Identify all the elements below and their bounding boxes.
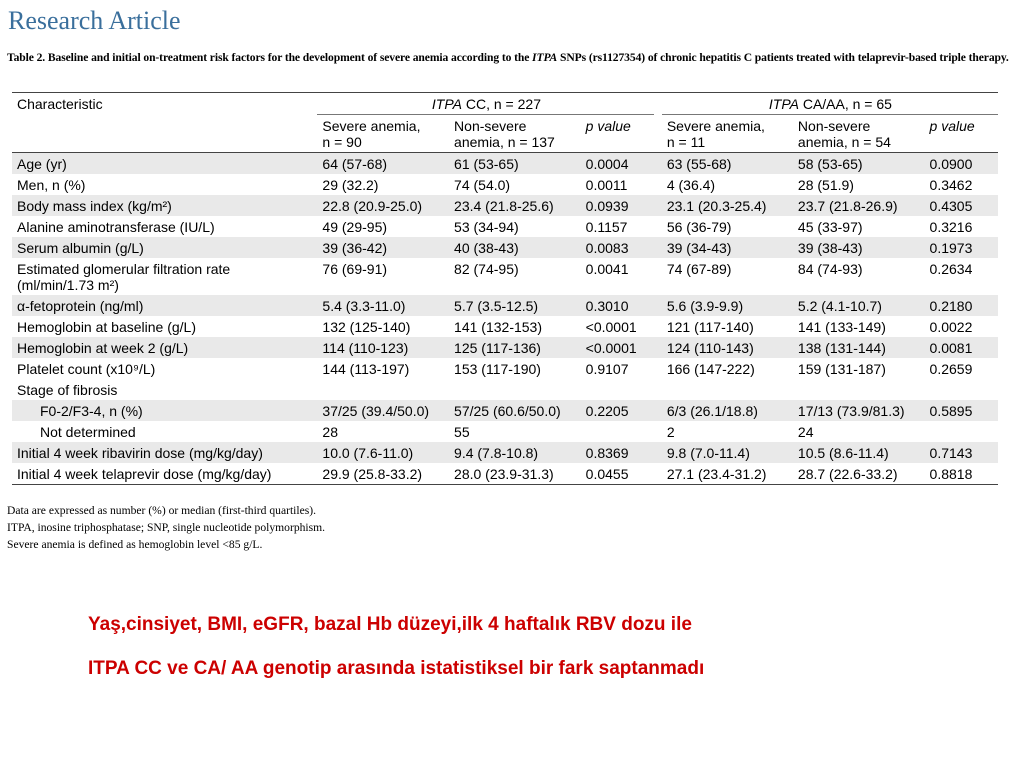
table-cell: 0.5895 bbox=[925, 400, 998, 421]
table-cell: 37/25 (39.4/50.0) bbox=[317, 400, 449, 421]
table-cell: 64 (57-68) bbox=[317, 153, 449, 175]
table-cell: 5.2 (4.1-10.7) bbox=[793, 295, 925, 316]
table-cell: 0.2659 bbox=[929, 361, 973, 377]
subheader-cell bbox=[449, 115, 581, 153]
group-label: CA/AA, n = 65 bbox=[798, 96, 892, 112]
table-cell: 29 (32.2) bbox=[322, 177, 379, 193]
caption-gene: ITPA bbox=[532, 51, 558, 64]
group-gap bbox=[654, 258, 661, 295]
row-label bbox=[12, 258, 317, 295]
subheader-cell bbox=[925, 115, 998, 153]
table-cell: 0.1157 bbox=[585, 219, 628, 235]
table-cell: 45 (33-97) bbox=[797, 219, 863, 235]
row-label-text: Stage of fibrosis bbox=[17, 382, 118, 398]
table-cell: 0.3010 bbox=[581, 295, 655, 316]
row-label-text: Platelet count (x10⁹/L) bbox=[17, 361, 156, 377]
table-cell: 2 bbox=[666, 424, 675, 440]
table-cell: 138 (131-144) bbox=[793, 337, 925, 358]
table-cell: 0.0900 bbox=[925, 153, 998, 175]
table-cell: 0.0011 bbox=[585, 177, 628, 193]
table-cell: 141 (133-149) bbox=[797, 319, 886, 335]
table-cell: 39 (34-43) bbox=[662, 237, 793, 258]
row-label-text: Hemoglobin at week 2 (g/L) bbox=[17, 340, 189, 356]
table-cell: 9.8 (7.0-11.4) bbox=[662, 442, 793, 463]
row-label-text: Estimated glomerular filtration rate bbox=[17, 261, 231, 277]
group-gap bbox=[654, 421, 661, 442]
table-cell: 39 (36-42) bbox=[317, 237, 449, 258]
table-cell: 0.8818 bbox=[925, 463, 998, 485]
row-label-text: α-fetoprotein (ng/ml) bbox=[17, 298, 144, 314]
table-cell: 153 (117-190) bbox=[454, 361, 541, 377]
subheader-line: Non-severe bbox=[797, 118, 871, 134]
table-cell: 63 (55-68) bbox=[662, 153, 793, 175]
table-cell: 76 (69-91) bbox=[322, 261, 388, 277]
table-cell: 23.7 (21.8-26.9) bbox=[793, 195, 925, 216]
slide-comment-line-2: ITPA CC ve CA/ AA genotip arasında istatistiksel bir fark saptanmadı bbox=[88, 658, 705, 679]
subheader-line: Non-severe bbox=[454, 118, 527, 134]
subheader-cell bbox=[793, 115, 925, 153]
table-cell: 58 (53-65) bbox=[793, 153, 925, 175]
table-cell bbox=[449, 379, 581, 400]
table-footnotes bbox=[7, 502, 707, 553]
table-row bbox=[12, 316, 998, 337]
table-cell: 29.9 (25.8-33.2) bbox=[317, 463, 449, 485]
row-label bbox=[12, 358, 317, 379]
group-gap bbox=[654, 295, 661, 316]
subheader-line: Severe anemia, bbox=[666, 118, 765, 134]
row-label bbox=[12, 174, 317, 195]
group-gap bbox=[654, 153, 661, 175]
table-cell: 159 (131-187) bbox=[797, 361, 886, 377]
table-cell: 74 (67-89) bbox=[666, 261, 732, 277]
row-label-text: (ml/min/1.73 m²) bbox=[17, 277, 119, 293]
table-cell: 28.0 (23.9-31.3) bbox=[449, 463, 581, 485]
table-cell: 0.0022 bbox=[929, 319, 973, 335]
table-cell: 0.8369 bbox=[581, 442, 655, 463]
table-row bbox=[12, 195, 998, 216]
table-cell: 24 bbox=[797, 424, 814, 440]
group-header-cc bbox=[317, 93, 654, 115]
journal-section-header: Research Article bbox=[8, 6, 181, 35]
table-cell: 0.2180 bbox=[925, 295, 998, 316]
group-label: CC, n = 227 bbox=[461, 96, 541, 112]
row-label-text: Initial 4 week ribavirin dose (mg/kg/day) bbox=[17, 445, 263, 461]
slide-comment-line-1: Yaş,cinsiyet, BMI, eGFR, bazal Hb düzeyi,ilk 4 haftalık RBV dozu ile bbox=[88, 614, 692, 635]
group-gap bbox=[654, 337, 661, 358]
row-label-text: Body mass index (kg/m²) bbox=[17, 198, 172, 214]
row-label-text: Men, n (%) bbox=[17, 177, 86, 193]
table-cell: 61 (53-65) bbox=[449, 153, 581, 175]
table-cell: 55 bbox=[454, 424, 470, 440]
table-row bbox=[12, 216, 998, 237]
row-label bbox=[12, 337, 317, 358]
table-row bbox=[12, 337, 998, 358]
table-row bbox=[12, 174, 998, 195]
caption-prefix: Table 2. Baseline and initial on-treatment risk factors for the development of severe anemia according to the bbox=[7, 51, 533, 64]
table-cell: 0.2205 bbox=[581, 400, 655, 421]
table-cell: 0.4305 bbox=[925, 195, 998, 216]
group-gap bbox=[654, 195, 661, 216]
table-cell: 40 (38-43) bbox=[449, 237, 581, 258]
row-label bbox=[12, 400, 317, 421]
row-label-text: Alanine aminotransferase (IU/L) bbox=[17, 219, 215, 235]
group-gap bbox=[654, 463, 661, 485]
table-cell bbox=[317, 379, 449, 400]
table-row bbox=[12, 463, 998, 485]
row-label bbox=[12, 379, 317, 400]
table-cell: 22.8 (20.9-25.0) bbox=[317, 195, 449, 216]
table-cell: 0.0455 bbox=[581, 463, 655, 485]
group-gap bbox=[654, 400, 661, 421]
subheader-line: anemia, n = 54 bbox=[797, 134, 891, 150]
row-label bbox=[12, 463, 317, 485]
row-label bbox=[12, 237, 317, 258]
characteristic-header: Characteristic bbox=[12, 93, 317, 115]
row-label-text: Initial 4 week telaprevir dose (mg/kg/day) bbox=[17, 466, 272, 482]
subheader-cell bbox=[317, 115, 449, 153]
row-label bbox=[12, 195, 317, 216]
group-gap bbox=[654, 379, 661, 400]
table-cell: 74 (54.0) bbox=[454, 177, 511, 193]
group-header-caaa bbox=[662, 93, 998, 115]
table-cell bbox=[925, 421, 998, 442]
table-cell: 10.0 (7.6-11.0) bbox=[317, 442, 449, 463]
table-row bbox=[12, 153, 998, 175]
table-cell: 124 (110-143) bbox=[662, 337, 793, 358]
group-gene: ITPA bbox=[768, 96, 799, 112]
group-gap bbox=[654, 174, 661, 195]
subheader-cell bbox=[581, 115, 655, 153]
table-cell: 84 (74-93) bbox=[797, 261, 863, 277]
table-cell: 23.1 (20.3-25.4) bbox=[662, 195, 793, 216]
group-gene: ITPA bbox=[431, 96, 462, 112]
table-cell: 82 (74-95) bbox=[454, 261, 519, 277]
row-label bbox=[12, 421, 317, 442]
table-cell: 132 (125-140) bbox=[322, 319, 411, 335]
table-row bbox=[12, 295, 998, 316]
table-cell: 141 (132-153) bbox=[454, 319, 542, 335]
table-cell: 23.4 (21.8-25.6) bbox=[449, 195, 581, 216]
table-caption bbox=[7, 49, 1012, 66]
row-label-text: Age (yr) bbox=[17, 156, 67, 172]
table-cell: 5.6 (3.9-9.9) bbox=[662, 295, 793, 316]
table-cell: <0.0001 bbox=[581, 337, 655, 358]
table-cell: 0.1973 bbox=[925, 237, 998, 258]
group-gap bbox=[654, 442, 661, 463]
table-row bbox=[12, 379, 998, 400]
table-cell bbox=[793, 379, 925, 400]
subheader-cell bbox=[662, 115, 793, 153]
row-label-text: Hemoglobin at baseline (g/L) bbox=[17, 319, 196, 335]
group-gap bbox=[654, 93, 661, 115]
table-row bbox=[12, 258, 998, 295]
row-label bbox=[12, 316, 317, 337]
table-cell: 17/13 (73.9/81.3) bbox=[793, 400, 925, 421]
table-cell: 125 (117-136) bbox=[449, 337, 581, 358]
table-cell: 56 (36-79) bbox=[666, 219, 732, 235]
footnote: Data are expressed as number (%) or median (first-third quartiles). bbox=[7, 504, 317, 517]
table-cell: 0.7143 bbox=[925, 442, 998, 463]
table-cell: 114 (110-123) bbox=[317, 337, 449, 358]
subheader-line: p value bbox=[929, 118, 975, 134]
table-cell: <0.0001 bbox=[585, 319, 637, 335]
subheader-line: anemia, n = 137 bbox=[454, 134, 555, 150]
footnote: Severe anemia is defined as hemoglobin level <85 g/L. bbox=[7, 538, 263, 551]
row-label bbox=[12, 216, 317, 237]
row-label bbox=[12, 295, 317, 316]
table-row bbox=[12, 358, 998, 379]
table-cell: 0.2634 bbox=[929, 261, 973, 277]
subheader-line: n = 11 bbox=[666, 134, 706, 150]
table-cell: 0.0939 bbox=[581, 195, 655, 216]
table-cell: 28 bbox=[322, 424, 338, 440]
row-label bbox=[12, 442, 317, 463]
table-cell: 0.0004 bbox=[581, 153, 655, 175]
group-gap bbox=[654, 316, 661, 337]
group-gap bbox=[654, 115, 661, 153]
row-label-text: F0-2/F3-4, n (%) bbox=[40, 403, 143, 419]
subheader-line: p value bbox=[585, 118, 631, 134]
subheader-line: Severe anemia, bbox=[322, 118, 421, 134]
table-cell: 27.1 (23.4-31.2) bbox=[662, 463, 793, 485]
table-cell: 10.5 (8.6-11.4) bbox=[793, 442, 925, 463]
table-cell: 49 (29-95) bbox=[322, 219, 388, 235]
group-header-row bbox=[12, 93, 998, 115]
table-cell: 4 (36.4) bbox=[666, 177, 716, 193]
subheader-row bbox=[12, 115, 998, 153]
table-cell bbox=[581, 421, 655, 442]
table-cell: 53 (34-94) bbox=[454, 219, 519, 235]
table-cell: 0.3462 bbox=[929, 177, 973, 193]
group-gap bbox=[654, 216, 661, 237]
table-body bbox=[12, 153, 998, 485]
table-cell: 0.3216 bbox=[929, 219, 973, 235]
table-cell: 0.0041 bbox=[585, 261, 629, 277]
table-cell: 28.7 (22.6-33.2) bbox=[793, 463, 925, 485]
subheader-empty bbox=[12, 115, 317, 153]
table-cell: 0.9107 bbox=[585, 361, 629, 377]
table-cell bbox=[662, 379, 793, 400]
table-cell: 5.7 (3.5-12.5) bbox=[449, 295, 581, 316]
table-cell bbox=[925, 379, 998, 400]
table-cell bbox=[581, 379, 655, 400]
table-cell: 121 (117-140) bbox=[666, 319, 754, 335]
table-cell: 0.0081 bbox=[925, 337, 998, 358]
row-label-text: Serum albumin (g/L) bbox=[17, 240, 144, 256]
row-label-text: Not determined bbox=[40, 424, 136, 440]
table-cell: 9.4 (7.8-10.8) bbox=[449, 442, 581, 463]
table-row bbox=[12, 237, 998, 258]
row-label bbox=[12, 153, 317, 175]
footnote: ITPA, inosine triphosphatase; SNP, single nucleotide polymorphism. bbox=[7, 521, 326, 534]
risk-factor-table bbox=[12, 92, 998, 485]
table-cell: 0.0083 bbox=[581, 237, 655, 258]
table-cell: 144 (113-197) bbox=[322, 361, 410, 377]
caption-suffix: SNPs (rs1127354) of chronic hepatitis C patients treated with telaprevir-based triple therapy. bbox=[557, 51, 1009, 64]
table-cell: 5.4 (3.3-11.0) bbox=[317, 295, 449, 316]
table-row bbox=[12, 400, 998, 421]
subheader-line: n = 90 bbox=[322, 134, 362, 150]
table-cell: 166 (147-222) bbox=[666, 361, 755, 377]
table-row bbox=[12, 442, 998, 463]
group-gap bbox=[654, 237, 661, 258]
table-cell: 39 (38-43) bbox=[793, 237, 925, 258]
table-cell: 28 (51.9) bbox=[797, 177, 854, 193]
group-gap bbox=[654, 358, 661, 379]
table-cell: 57/25 (60.6/50.0) bbox=[449, 400, 581, 421]
table-cell: 6/3 (26.1/18.8) bbox=[662, 400, 793, 421]
table-row bbox=[12, 421, 998, 442]
